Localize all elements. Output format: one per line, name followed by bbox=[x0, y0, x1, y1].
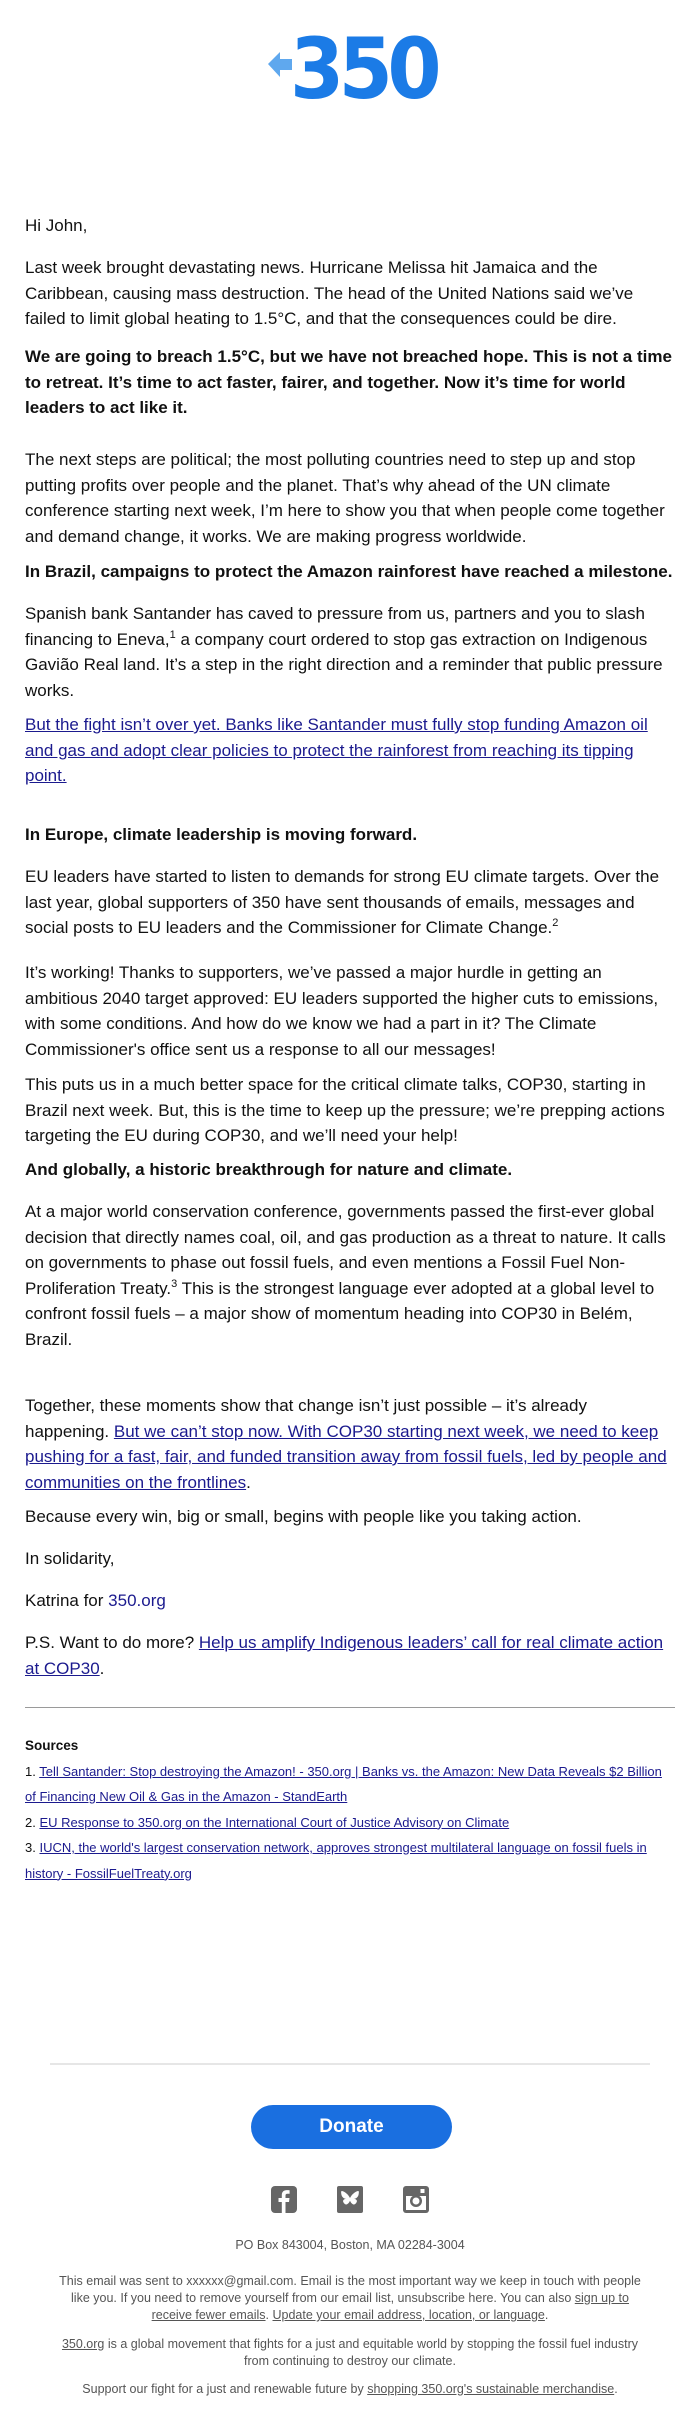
bluesky-icon[interactable] bbox=[337, 2186, 363, 2213]
fewer-emails-link[interactable]: sign up to receive fewer emails bbox=[151, 2291, 629, 2322]
paragraph-hope: We are going to breach 1.5°C, but we have not breached hope. This is not a time to retreat. It’s time to act faster, fairer, and together. Now it’s time for world leaders to act like it. bbox=[25, 347, 672, 417]
350-org-link[interactable]: 350.org bbox=[108, 1591, 166, 1610]
footnote-2: 2 bbox=[552, 917, 559, 929]
heading-global: And globally, a historic breakthrough for nature and climate. bbox=[25, 1160, 513, 1179]
paragraph-together: Together, these moments show that change isn’t just possible – it’s already happening. But we can’t stop now. With COP30 starting next week, we need to keep pushing for a fast, fair, and funded transition away from fossil fuels, led by people and communities on the frontlines. bbox=[25, 1396, 667, 1492]
sources-divider bbox=[25, 1707, 675, 1708]
source-item-1: 1. Tell Santander: Stop destroying the Amazon! - 350.org | Banks vs. the Amazon: New Data Reveals $2 Billion of Financing New Oil & Gas in the Amazon - StandEarth bbox=[25, 1763, 662, 1804]
postscript: P.S. Want to do more? Help us amplify Indigenous leaders’ call for real climate action at COP30. bbox=[25, 1633, 664, 1678]
paragraph-conservation: At a major world conservation conference, governments passed the first-ever global decision that directly names coal, oil, and gas production as a threat to nature. It calls on governments to phase out fossil fuels, and even mentions a Fossil Fuel Non-Proliferation Treaty.$^3$ This is the strongest language ever adopted at a global level to confront fossil fuels – a major show of momentum heading into COP30 in Belém, Brazil. bbox=[25, 1202, 666, 1349]
arrow-icon bbox=[268, 52, 292, 77]
email-notice: This email was sent to xxxxxx@gmail.com. Email is the most important way we keep in touch with people like you. If you need to remove yourself from our email list, unsubscribe here. You can also sign up to receive fewer emails. Update your email address, location, or language. bbox=[59, 2274, 641, 2322]
signoff: In solidarity, bbox=[25, 1549, 115, 1568]
paragraph-cop30: This puts us in a much better space for the critical climate talks, COP30, starting in Brazil next week. But, this is the time to keep up the pressure; we’re prepping actions targeting the EU during COP30, and we’ll need your help! bbox=[25, 1075, 665, 1145]
footnote-1: 1 bbox=[169, 628, 176, 641]
update-preferences-link[interactable]: Update your email address, location, or language bbox=[272, 2308, 545, 2322]
paragraph-fight-link bbox=[25, 712, 675, 789]
mission-350-link[interactable]: 350.org bbox=[61, 2337, 105, 2351]
paragraph-working: It’s working! Thanks to supporters, we’ve passed a major hurdle in getting an ambitious 2040 target approved: EU leaders supported the higher cuts to emissions, with some conditions. And how do we know we had a part in it? The Climate Commissioner's office sent us a response to all our messages! bbox=[25, 963, 659, 1059]
source-item-2: 2. EU Response to 350.org on the International Court of Justice Advisory on Climate bbox=[25, 1814, 510, 1830]
source-1-link-a[interactable]: Tell Santander: Stop destroying the Amazon! - 350.org bbox=[39, 1763, 352, 1779]
paragraph-santander: Spanish bank Santander has caved to pressure from us, partners and you to slash financing to Eneva,$^1$ a company court ordered to stop gas extraction on Indigenous Gavião Real land. It’s a step in the right direction and a reminder that public pressure works. bbox=[25, 604, 663, 700]
source-item-3: 3. IUCN, the world's largest conservation network, approves strongest multilateral language on fossil fuels in history - FossilFuelTreaty.org bbox=[25, 1840, 647, 1881]
instagram-icon[interactable] bbox=[403, 2186, 429, 2213]
facebook-icon[interactable] bbox=[271, 2186, 297, 2213]
greeting: Hi John, bbox=[25, 216, 88, 235]
350-logo[interactable] bbox=[268, 30, 438, 104]
source-3-link[interactable]: IUCN, the world's largest conservation network, approves strongest multilateral language on fossil fuels in history - FossilFuelTreaty.org bbox=[25, 1840, 647, 1881]
footer-divider bbox=[50, 2063, 650, 2065]
footnote-3: 3 bbox=[171, 1277, 178, 1290]
paragraph-political: The next steps are political; the most polluting countries need to step up and stop putting profits over people and the planet. That’s why ahead of the UN climate conference starting next week, I’m here to show you that when people come together and demand change, it works. We are making progress worldwide. bbox=[25, 450, 665, 546]
sources-title: Sources bbox=[25, 1738, 79, 1753]
source-2-link[interactable]: EU Response to 350.org on the International Court of Justice Advisory on Climate bbox=[39, 1814, 510, 1830]
source-1-link-b[interactable]: | Banks vs. the Amazon: New Data Reveals $2 Billion of Financing New Oil & Gas in the Amazon - StandEarth bbox=[25, 1763, 662, 1804]
paragraph-intro: Last week brought devastating news. Hurricane Melissa hit Jamaica and the Caribbean, causing mass destruction. The head of the United Nations said we’ve failed to limit global heating to 1.5°C, and that the consequences could be dire. bbox=[25, 258, 634, 328]
cop30-transition-link[interactable]: But we can’t stop now. With COP30 starting next week, we need to keep pushing for a fast, fair, and funded transition away from fossil fuels, led by people and communities on the frontlines bbox=[25, 1421, 667, 1492]
svg-text:350: 350 bbox=[290, 30, 438, 104]
indigenous-leaders-link[interactable]: Help us amplify Indigenous leaders’ call for real climate action at COP30 bbox=[25, 1633, 664, 1678]
paragraph-every-win: Because every win, big or small, begins with people like you taking action. bbox=[25, 1507, 582, 1526]
paragraph-eu-leaders: EU leaders have started to listen to demands for strong EU climate targets. Over the last year, global supporters of 350 have sent thousands of emails, messages and social posts to EU leaders and the Commissioner for Climate Change.$^2$ bbox=[25, 867, 660, 937]
heading-brazil: In Brazil, campaigns to protect the Amazon rainforest have reached a milestone. bbox=[25, 562, 673, 581]
shop-notice: Support our fight for a just and renewable future by shopping 350.org's sustainable merchandise. bbox=[82, 2382, 618, 2396]
heading-europe: In Europe, climate leadership is moving forward. bbox=[25, 825, 418, 844]
donate-button[interactable]: Donate bbox=[251, 2105, 452, 2149]
santander-campaign-link[interactable]: But the fight isn’t over yet. Banks like Santander must fully stop funding Amazon oil and gas and adopt clear policies to protect the rainforest from reaching its tipping point. bbox=[25, 715, 648, 785]
signature: Katrina for 350.org bbox=[25, 1591, 166, 1610]
sources-section bbox=[25, 1733, 675, 1886]
mission-statement: 350.org is a global movement that fights for a just and equitable world by stopping the fossil fuel industry from continuing to destroy our climate. bbox=[61, 2337, 639, 2368]
mailing-address: PO Box 843004, Boston, MA 02284-3004 bbox=[235, 2238, 465, 2252]
shop-merch-link[interactable]: shopping 350.org's sustainable merchandise bbox=[367, 2382, 615, 2396]
